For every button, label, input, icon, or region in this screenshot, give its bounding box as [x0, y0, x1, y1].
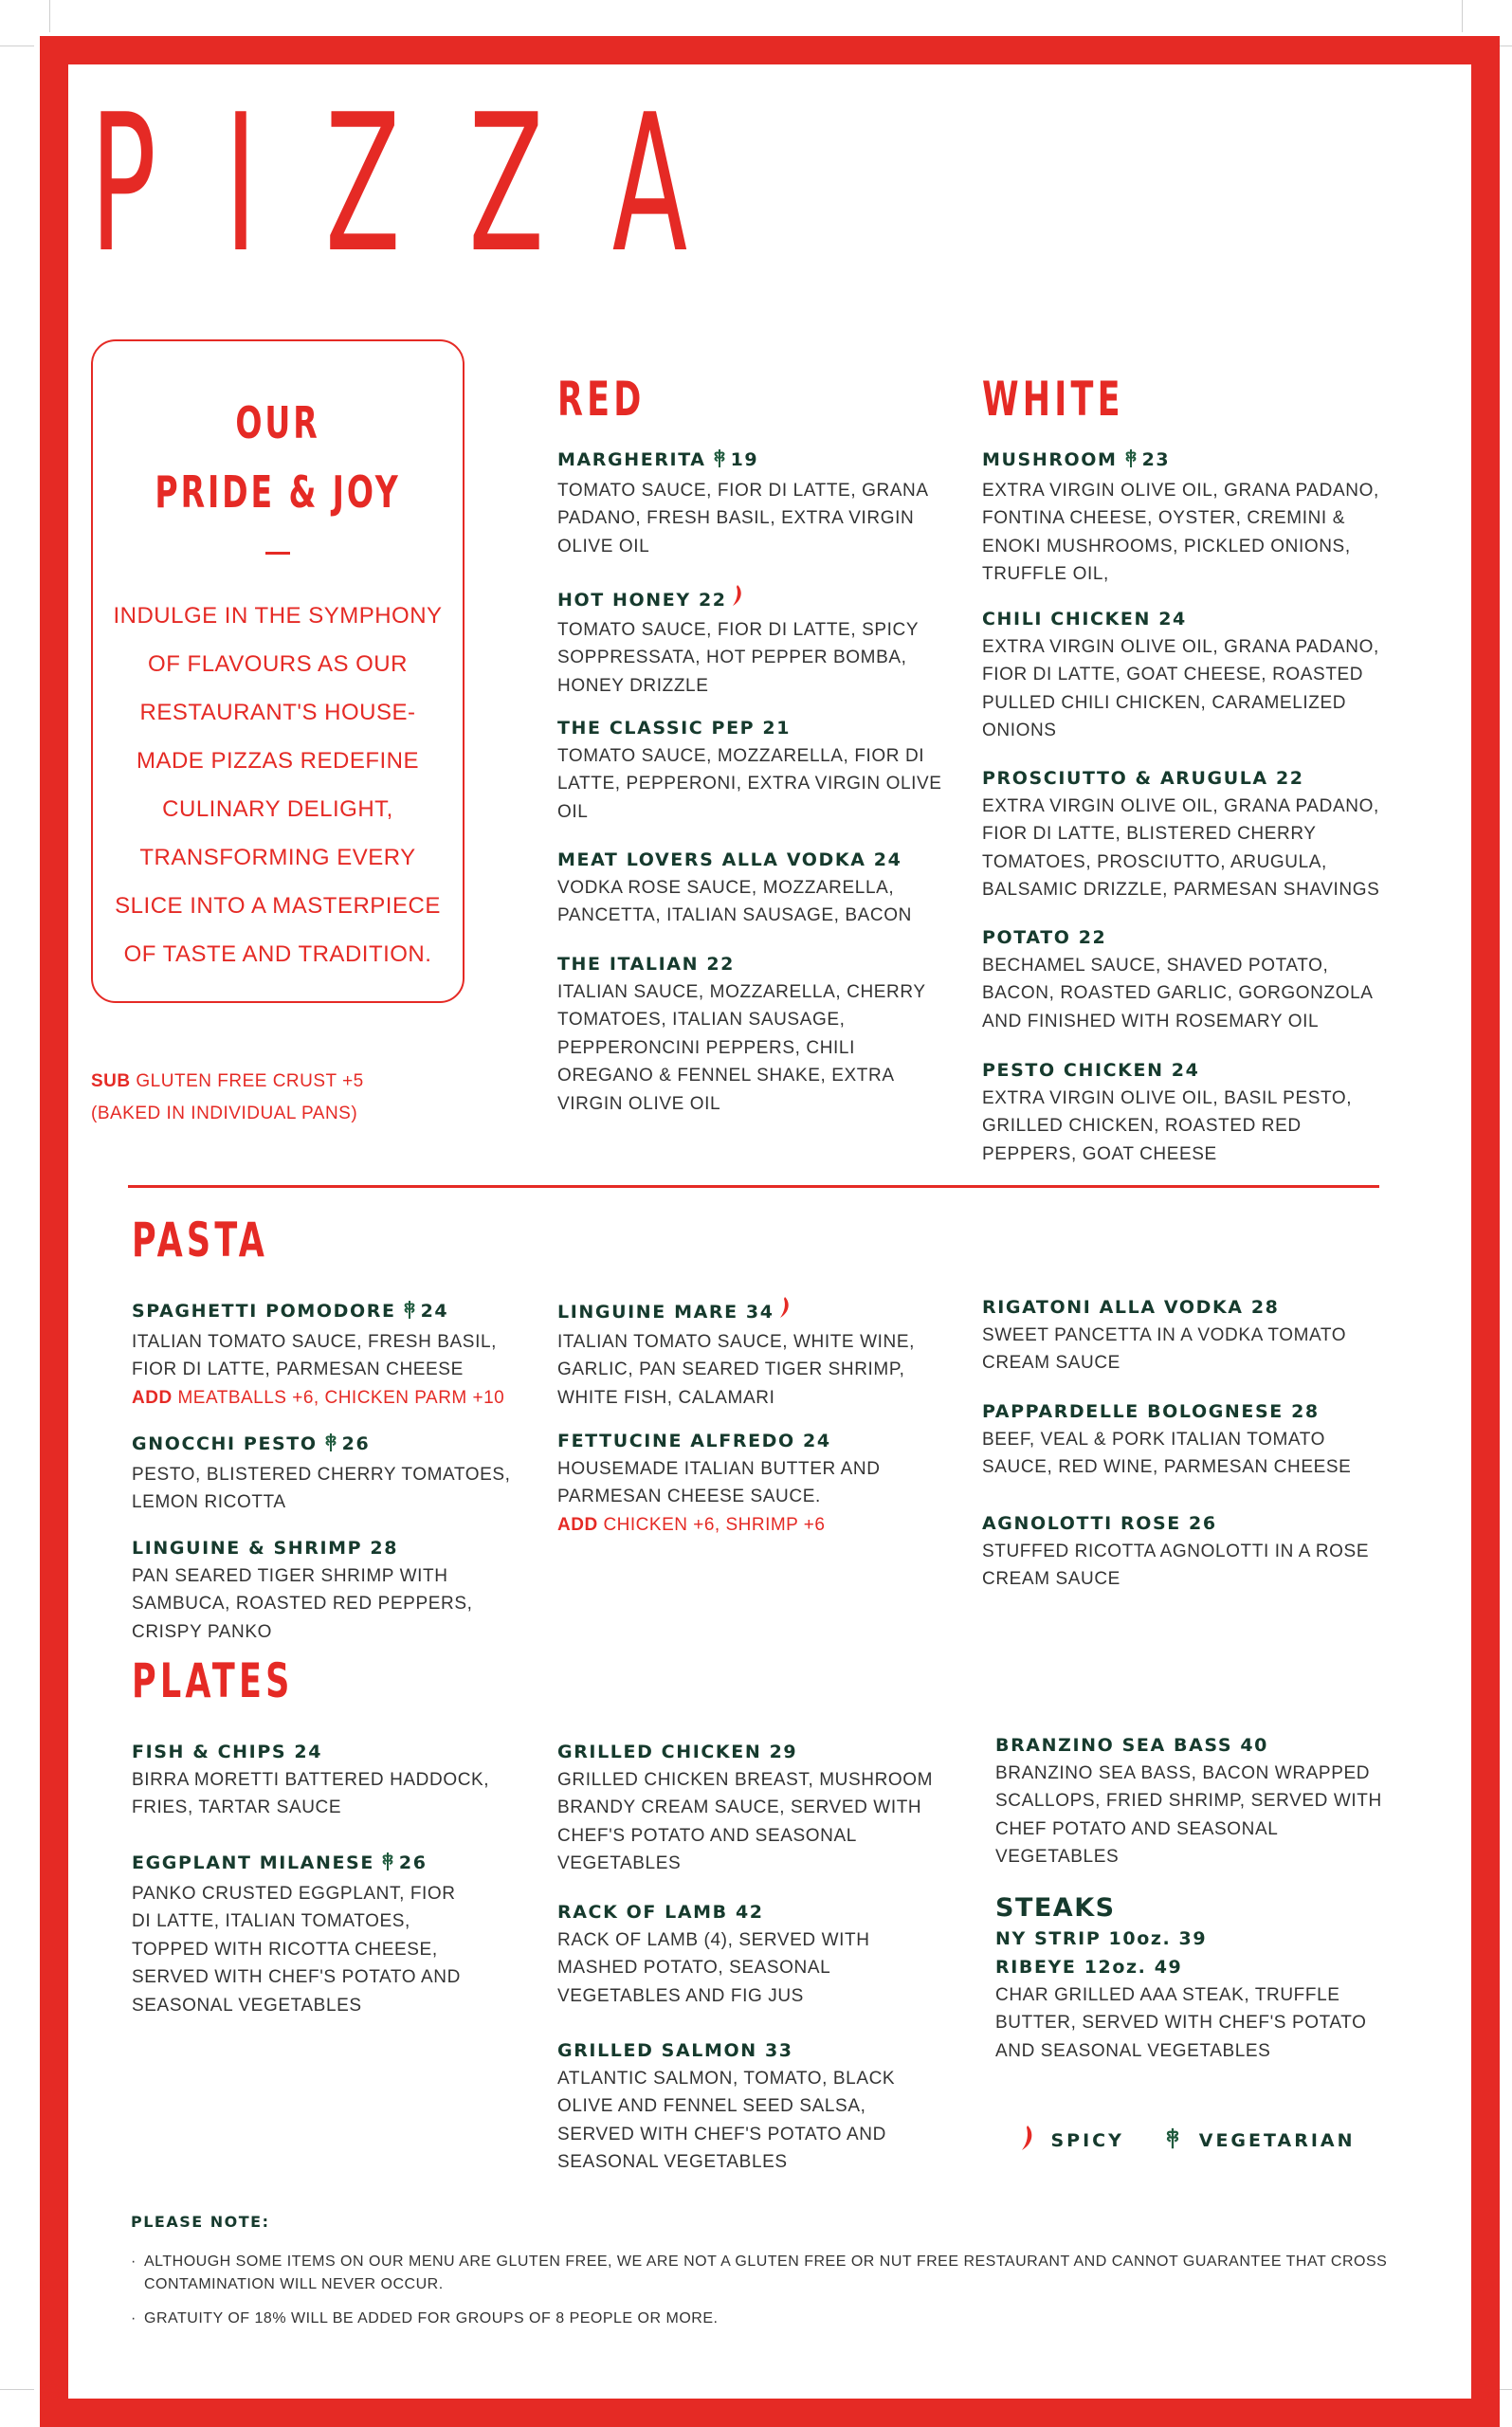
steaks-item: [995, 1925, 1375, 2065]
pride-title-line2: PRIDE & JOY: [155, 466, 401, 518]
item-name: FISH & CHIPS 24: [132, 1742, 323, 1762]
menu-item: [982, 446, 1399, 589]
menu-item: [557, 446, 956, 560]
steak-ny-strip: NY STRIP 10oz. 39: [995, 1928, 1208, 1949]
item-name: CHILI CHICKEN 24: [982, 609, 1187, 630]
item-description: PESTO, BLISTERED CHERRY TOMATOES, LEMON RICOTTA: [132, 1465, 511, 1513]
gluten-free-note: [91, 1066, 364, 1130]
menu-item: [132, 1297, 539, 1412]
crop-mark: [1462, 0, 1463, 32]
item-description: EXTRA VIRGIN OLIVE OIL, GRANA PADANO, FIOR DI LATTE, GOAT CHEESE, ROASTED PULLED CHILI CHICKEN, CARAMELIZED ONIONS: [982, 637, 1379, 741]
menu-item: [132, 1738, 530, 1822]
item-name: THE ITALIAN 22: [557, 954, 735, 975]
item-name: POTATO 22: [982, 927, 1107, 948]
item-name: LINGUINE MARE 34: [557, 1295, 946, 1328]
item-description: HOUSEMADE ITALIAN BUTTER AND PARMESAN CHEESE SAUCE.: [557, 1459, 881, 1507]
menu-item: [132, 1849, 473, 2019]
icon-legend: [1020, 2124, 1356, 2158]
item-description: EXTRA VIRGIN OLIVE OIL, BASIL PESTO, GRILLED CHICKEN, ROASTED RED PEPPERS, GOAT CHEESE: [982, 1088, 1353, 1164]
item-name: FETTUCINE ALFREDO 24: [557, 1431, 831, 1451]
legend-spicy: SPICY: [1050, 2129, 1124, 2151]
item-description: GRILLED CHICKEN BREAST, MUSHROOM BRANDY CREAM SAUCE, SERVED WITH CHEF'S POTATO AND SEASONAL VEGETABLES: [557, 1770, 934, 1874]
menu-item: [982, 1293, 1371, 1378]
note-item: · ALTHOUGH SOME ITEMS ON OUR MENU ARE GLUTEN FREE, WE ARE NOT A GLUTEN FREE OR NUT FREE RESTAURANT AND CANNOT GUARANTEE THAT CROSS CONTAMINATION WILL NEVER OCCUR.: [131, 2251, 1392, 2296]
item-name: RACK OF LAMB 42: [557, 1902, 764, 1923]
crop-mark: [0, 2389, 34, 2390]
item-add-on: ADD CHICKEN +6, SHRIMP +6: [557, 1514, 826, 1535]
item-name: MARGHERITA 19: [557, 446, 956, 477]
item-name: MEAT LOVERS ALLA VODKA 24: [557, 849, 902, 870]
menu-item: [557, 583, 956, 700]
item-description: SWEET PANCETTA IN A VODKA TOMATO CREAM SAUCE: [982, 1325, 1347, 1374]
item-name: BRANZINO SEA BASS 40: [995, 1735, 1268, 1756]
spicy-icon: [778, 1295, 792, 1328]
item-description: TOMATO SAUCE, FIOR DI LATTE, SPICY SOPPRESSATA, HOT PEPPER BOMBA, HONEY DRIZZLE: [557, 620, 919, 696]
section-red-heading: RED: [557, 372, 646, 427]
notes-list: [131, 2251, 1392, 2342]
menu-item: [132, 1534, 539, 1646]
sub-line1: GLUTEN FREE CRUST +5: [136, 1071, 364, 1091]
item-description: BRANZINO SEA BASS, BACON WRAPPED SCALLOPS, FRIED SHRIMP, SERVED WITH CHEF POTATO AND SEASONAL VEGETABLES: [995, 1763, 1382, 1868]
item-description: VODKA ROSE SAUCE, MOZZARELLA, PANCETTA, ITALIAN SAUSAGE, BACON: [557, 878, 912, 926]
item-description: BIRRA MORETTI BATTERED HADDOCK, FRIES, TARTAR SAUCE: [132, 1770, 490, 1818]
item-description: ATLANTIC SALMON, TOMATO, BLACK OLIVE AND FENNEL SEED SALSA, SERVED WITH CHEF'S POTATO AND SEASONAL VEGETABLES: [557, 2069, 896, 2173]
item-description: STUFFED RICOTTA AGNOLOTTI IN A ROSE CREAM SAUCE: [982, 1542, 1370, 1590]
menu-item: [557, 950, 956, 1118]
item-name: MUSHROOM 23: [982, 446, 1399, 477]
item-description: TOMATO SAUCE, FIOR DI LATTE, GRANA PADANO, FRESH BASIL, EXTRA VIRGIN OLIVE OIL: [557, 481, 928, 557]
vegetarian-icon: [1123, 447, 1139, 477]
section-pasta-heading: PASTA: [132, 1213, 268, 1268]
menu-item: [132, 1430, 539, 1517]
item-name: GRILLED SALMON 33: [557, 2040, 793, 2061]
pride-title: [145, 389, 411, 527]
menu-item: [557, 1427, 889, 1539]
item-description: TOMATO SAUCE, MOZZARELLA, FIOR DI LATTE, PEPPERONI, EXTRA VIRGIN OLIVE OIL: [557, 746, 942, 822]
spicy-icon: [731, 583, 744, 616]
menu-item: [557, 846, 956, 930]
item-name: THE CLASSIC PEP 21: [557, 718, 792, 739]
steaks-heading: STEAKS: [995, 1893, 1116, 1923]
item-name: PESTO CHICKEN 24: [982, 1060, 1200, 1081]
item-name: PAPPARDELLE BOLOGNESE 28: [982, 1401, 1320, 1422]
steak-ribeye: RIBEYE 12oz. 49: [995, 1957, 1183, 1978]
item-name: RIGATONI ALLA VODKA 28: [982, 1297, 1280, 1318]
menu-item: [557, 1898, 918, 2010]
vegetarian-icon: [380, 1851, 395, 1880]
pride-dash: [265, 552, 290, 555]
section-plates-heading: PLATES: [132, 1653, 294, 1708]
section-divider: [128, 1185, 1379, 1188]
item-name: GNOCCHI PESTO 26: [132, 1430, 539, 1461]
menu-item: [982, 605, 1399, 745]
menu-item: [982, 923, 1399, 1035]
item-description: BEEF, VEAL & PORK ITALIAN TOMATO SAUCE, RED WINE, PARMESAN CHEESE: [982, 1430, 1352, 1478]
menu-item: [557, 714, 956, 826]
item-description: CHAR GRILLED AAA STEAK, TRUFFLE BUTTER, SERVED WITH CHEF'S POTATO AND SEASONAL VEGETABLES: [995, 1985, 1367, 2061]
item-description: ITALIAN SAUCE, MOZZARELLA, CHERRY TOMATOES, ITALIAN SAUSAGE, PEPPERONCINI PEPPERS, CHILI OREGANO & FENNEL SHAKE, EXTRA VIRGIN OLIVE OIL: [557, 982, 926, 1114]
item-description: ITALIAN TOMATO SAUCE, FRESH BASIL, FIOR DI LATTE, PARMESAN CHEESE: [132, 1332, 498, 1380]
menu-item: [557, 2036, 918, 2177]
crop-mark: [49, 0, 50, 32]
vegetarian-icon: [712, 447, 727, 477]
item-description: PAN SEARED TIGER SHRIMP WITH SAMBUCA, ROASTED RED PEPPERS, CRISPY PANKO: [132, 1566, 473, 1642]
item-description: PANKO CRUSTED EGGPLANT, FIOR DI LATTE, ITALIAN TOMATOES, TOPPED WITH RICOTTA CHEESE, SERVED WITH CHEF'S POTATO AND SEASONAL VEGETABLES: [132, 1884, 461, 2016]
note-item: · GRATUITY OF 18% WILL BE ADDED FOR GROUPS OF 8 PEOPLE OR MORE.: [131, 2308, 1392, 2330]
vegetarian-icon: [402, 1299, 417, 1328]
sub-label: SUB: [91, 1071, 131, 1091]
vegetarian-icon: [1164, 2126, 1181, 2155]
item-name: AGNOLOTTI ROSE 26: [982, 1513, 1217, 1534]
item-description: BECHAMEL SAUCE, SHAVED POTATO, BACON, ROASTED GARLIC, GORGONZOLA AND FINISHED WITH ROSEMARY OIL: [982, 956, 1373, 1031]
item-description: EXTRA VIRGIN OLIVE OIL, GRANA PADANO, FONTINA CHEESE, OYSTER, CREMINI & ENOKI MUSHROOMS, PICKLED ONIONS, TRUFFLE OIL,: [982, 481, 1379, 585]
item-name: EGGPLANT MILANESE 26: [132, 1849, 473, 1880]
notes-heading: PLEASE NOTE:: [131, 2213, 270, 2231]
item-name: HOT HONEY 22: [557, 583, 956, 616]
item-description: EXTRA VIRGIN OLIVE OIL, GRANA PADANO, FIOR DI LATTE, BLISTERED CHERRY TOMATOES, PROSCIUTTO, ARUGULA, BALSAMIC DRIZZLE, PARMESAN SHAVINGS: [982, 796, 1380, 901]
menu-item: [982, 764, 1399, 904]
section-white-heading: WHITE: [982, 372, 1124, 427]
pride-title-line1: OUR: [235, 397, 320, 448]
sub-line2: (BAKED IN INDIVIDUAL PANS): [91, 1104, 358, 1123]
legend-vegetarian: VEGETARIAN: [1198, 2129, 1356, 2151]
menu-item: [982, 1397, 1371, 1482]
menu-item: [557, 1295, 946, 1412]
pride-text: INDULGE IN THE SYMPHONY OF FLAVOURS AS OUR RESTAURANT'S HOUSE-MADE PIZZAS REDEFINE CULINARY DELIGHT, TRANSFORMING EVERY SLICE INTO A MASTERPIECE OF TASTE AND TRADITION.: [113, 603, 443, 967]
menu-item: [557, 1738, 937, 1878]
menu-item: [982, 1509, 1371, 1594]
item-name: PROSCIUTTO & ARUGULA 22: [982, 768, 1304, 789]
spicy-icon: [1020, 2124, 1035, 2157]
page-title: PIZZA: [90, 74, 756, 295]
vegetarian-icon: [323, 1432, 338, 1461]
menu-item: [982, 1056, 1399, 1168]
menu-item: [995, 1731, 1394, 1871]
item-add-on: ADD MEATBALLS +6, CHICKEN PARM +10: [132, 1387, 505, 1408]
pride-box: [91, 339, 465, 1003]
item-description: RACK OF LAMB (4), SERVED WITH MASHED POTATO, SEASONAL VEGETABLES AND FIG JUS: [557, 1930, 870, 2006]
item-name: SPAGHETTI POMODORE 24: [132, 1297, 539, 1328]
item-name: GRILLED CHICKEN 29: [557, 1742, 798, 1762]
item-name: LINGUINE & SHRIMP 28: [132, 1538, 399, 1559]
item-description: ITALIAN TOMATO SAUCE, WHITE WINE, GARLIC, PAN SEARED TIGER SHRIMP, WHITE FISH, CALAMARI: [557, 1332, 915, 1408]
